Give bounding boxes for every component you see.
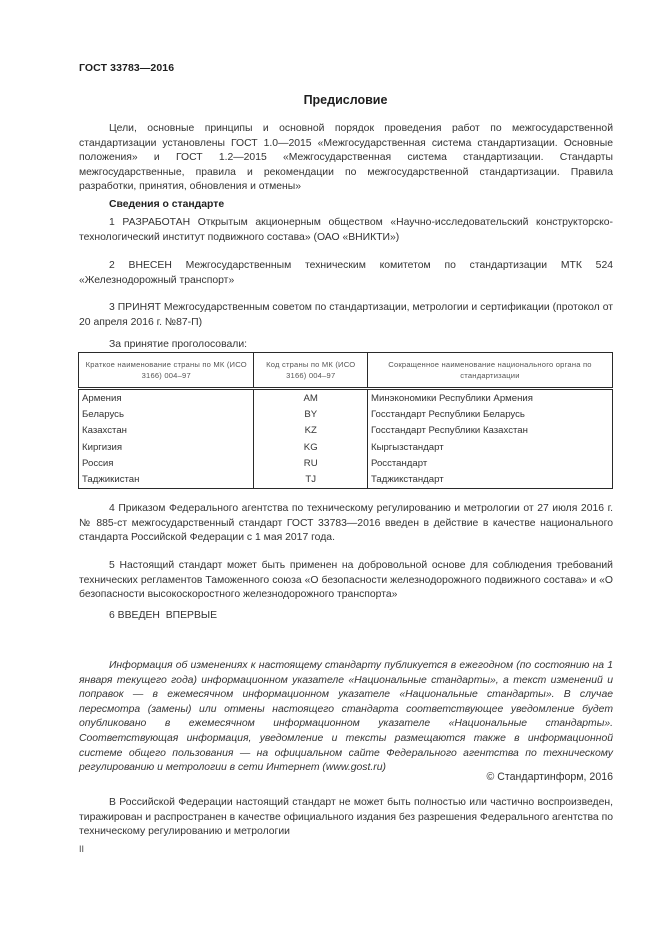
table-row (79, 389, 613, 407)
info-item-text: 1 РАЗРАБОТАН Открытым акционерным обществом «Научно-исследовательский конструкторско-технологический институт подвижного состава» (ОАО «ВНИКТИ») (79, 217, 613, 243)
body-cell: Минэкономики Республики Армения (367, 389, 612, 407)
body-cell: Кыргызстандарт (367, 439, 612, 455)
code-cell: BY (254, 406, 368, 422)
table-row (79, 439, 613, 455)
info-item-text: 4 Приказом Федерального агентства по техническому регулированию и метрологии от 27 июля 2016 г. № 885-ст межгосударственный стандарт ГОСТ 33783—2016 введен в действие в качестве национального стандарта Российской Федерации с 1 мая 2017 года. (79, 503, 613, 544)
voting-countries-table (78, 352, 613, 489)
country-cell: Таджикистан (79, 471, 254, 488)
table-row (79, 406, 613, 422)
info-item-6 (79, 609, 613, 624)
page-title: Предисловие (303, 93, 388, 107)
header-body: Сокращенное наименование национального органа по стандартизации (367, 353, 612, 389)
intro-text: Цели, основные принципы и основной порядок проведения работ по межгосударственной стандартизации установлены ГОСТ 1.0—2015 «Межгосударственная система стандартизации. Основные положения» и ГОСТ 1.2—2015 «Межгосударственная система стандартизации. Стандарты межгосударственные, правила и рекомендации по межгосударственной стандартизации. Правила разработки, принятия, обновления и отмены» (79, 123, 613, 193)
table-row (79, 455, 613, 471)
code-cell: KG (254, 439, 368, 455)
country-cell: Казахстан (79, 423, 254, 439)
info-item-text: 6 ВВЕДЕН ВПЕРВЫЕ (109, 610, 218, 621)
code-cell: AM (254, 389, 368, 407)
copyright: © Стандартинформ, 2016 (486, 771, 613, 783)
document-code: ГОСТ 33783—2016 (79, 62, 175, 74)
reproduction-notice (79, 796, 613, 840)
info-item-2 (79, 259, 613, 288)
table-row (79, 471, 613, 488)
body-cell: Госстандарт Республики Беларусь (367, 406, 612, 422)
body-cell: Таджикстандарт (367, 471, 612, 488)
change-info-text: Информация об изменениях к настоящему стандарту публикуется в ежегодном (по состоянию на 1 января текущего года) информационном указателе «Национальные стандарты», а текст изменений и поправок — в ежемесячном информационном указателе «Национальные стандарты». В случае пересмотра (замены) или отмены настоящего стандарта соответствующее уведомление будет опубликовано в ежемесячном информационном указателе «Национальные стандарты». Соответствующая информация, уведомление и тексты размещаются также в информационной системе общего пользования — на официальном сайте Федерального агентства по техническому регулированию и метрологии в сети Интернет (www.gost.ru) (79, 660, 613, 774)
country-cell: Армения (79, 389, 254, 407)
info-item-3 (79, 301, 613, 330)
body-cell: Росстандарт (367, 455, 612, 471)
header-country: Краткое наименование страны по МК (ИСО 3166) 004–97 (79, 353, 254, 389)
body-cell: Госстандарт Республики Казахстан (367, 423, 612, 439)
info-item-text: 2 ВНЕСЕН Межгосударственным техническим комитетом по стандартизации МТК 524 «Железнодорожный транспорт» (79, 260, 613, 286)
page-number: II (79, 844, 85, 854)
reproduction-notice-text: В Российской Федерации настоящий стандарт не может быть полностью или частично воспроизведен, тиражирован и распространен в качестве официального издания без разрешения Федерального агентства по техническому регулированию и метрологии (79, 797, 613, 838)
vote-label: За принятие проголосовали: (109, 339, 248, 350)
section-heading: Сведения о стандарте (109, 199, 225, 210)
info-item-5 (79, 559, 613, 603)
info-item-1 (79, 216, 613, 245)
header-code: Код страны по МК (ИСО 3166) 004–97 (254, 353, 368, 389)
info-item-text: 3 ПРИНЯТ Межгосударственным советом по стандартизации, метрологии и сертификации (протокол от 20 апреля 2016 г. №87-П) (79, 302, 613, 328)
code-cell: TJ (254, 471, 368, 488)
country-cell: Беларусь (79, 406, 254, 422)
table-header-row (79, 353, 613, 389)
info-item-text: 5 Настоящий стандарт может быть применен на добровольной основе для соблюдения требований технических регламентов Таможенного союза «О безопасности железнодорожного подвижного состава» и «О безопасности высокоскоростного железнодорожного транспорта» (79, 560, 613, 601)
country-cell: Киргизия (79, 439, 254, 455)
code-cell: KZ (254, 423, 368, 439)
code-cell: RU (254, 455, 368, 471)
info-item-4 (79, 502, 613, 546)
table-row (79, 423, 613, 439)
country-cell: Россия (79, 455, 254, 471)
change-info-block (79, 659, 613, 776)
intro-paragraph (79, 122, 613, 195)
